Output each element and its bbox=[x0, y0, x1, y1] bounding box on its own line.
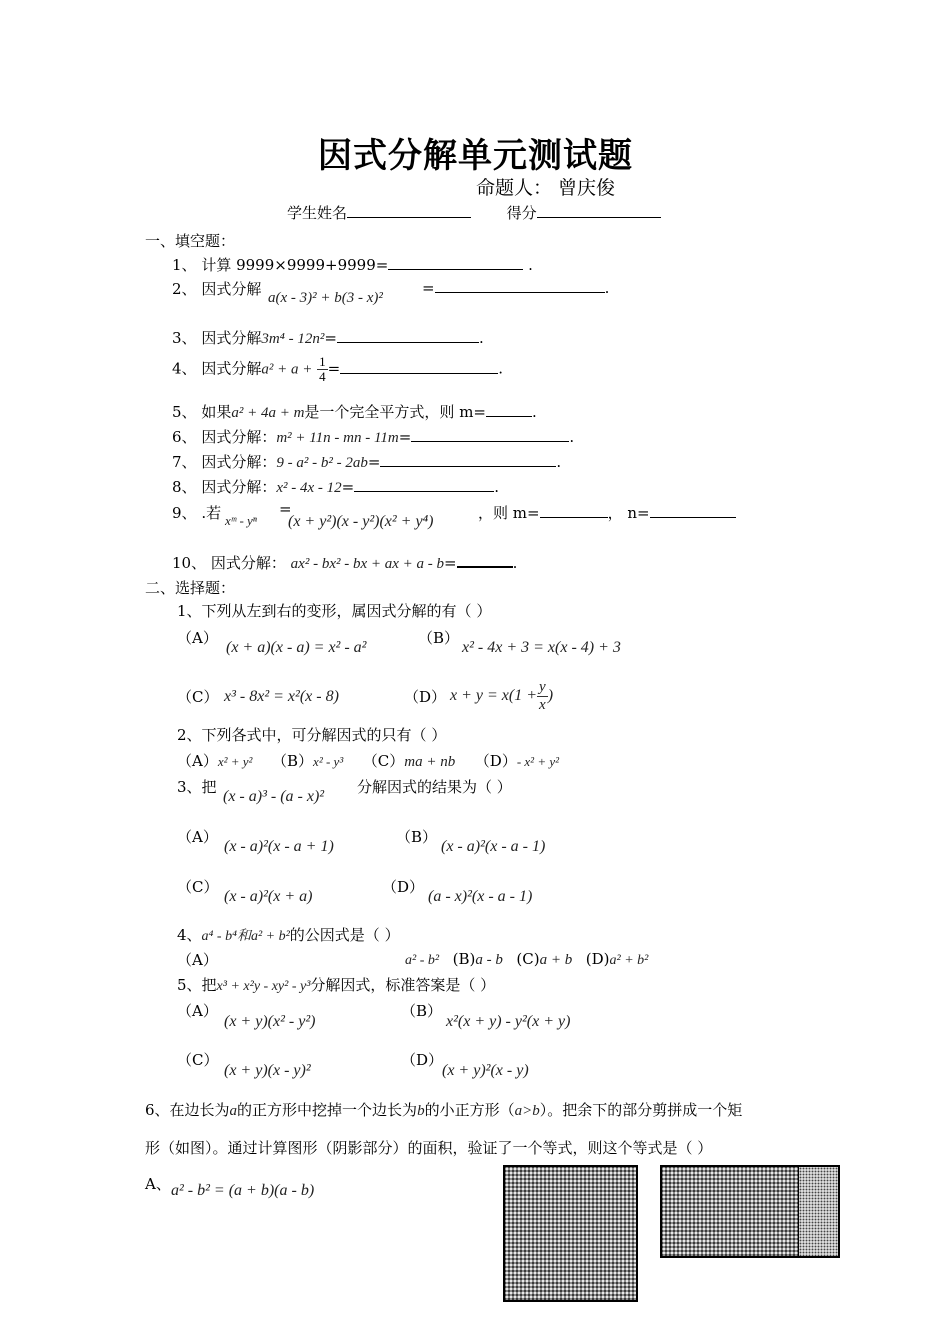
question-number: 10、 bbox=[172, 554, 207, 572]
option-b[interactable]: x²(x + y) - y²(x + y) bbox=[446, 1013, 571, 1030]
answer-row bbox=[478, 502, 736, 523]
question-1-3 bbox=[172, 327, 484, 348]
option-label-a: A、 bbox=[145, 1175, 171, 1193]
stem-post: 的公因式是（ ） bbox=[289, 926, 400, 944]
math-expression: x³ + x²y - xy² - y³ bbox=[216, 979, 311, 994]
option-d[interactable] bbox=[450, 679, 553, 714]
question-1-1 bbox=[172, 254, 533, 275]
answer-blank-n[interactable] bbox=[650, 503, 736, 518]
question-1-8 bbox=[172, 476, 499, 497]
question-number: 8、 bbox=[172, 478, 197, 496]
question-tail: . bbox=[528, 256, 533, 274]
author-line: 命题人： 曾庆俊 bbox=[476, 177, 616, 199]
math-expression: x² - 4x - 12 bbox=[276, 480, 342, 496]
option-d[interactable]: (x + y)²(x - y) bbox=[442, 1062, 529, 1079]
equals-sign: = bbox=[367, 453, 381, 471]
question-number: 4、 bbox=[172, 359, 197, 378]
answer-blank[interactable] bbox=[340, 359, 498, 374]
option-b[interactable]: a - b bbox=[475, 952, 503, 968]
question-text: 因式分解 bbox=[201, 359, 262, 378]
question-number: 7、 bbox=[172, 453, 197, 471]
question-tail: . bbox=[569, 428, 575, 446]
answer-blank[interactable] bbox=[411, 427, 569, 442]
question-tail: . bbox=[604, 279, 610, 297]
math-expression: (x - a)³ - (a - x)² bbox=[223, 788, 325, 805]
question-text: .若 bbox=[201, 504, 222, 522]
answer-blank[interactable] bbox=[380, 452, 556, 467]
choice-question-4-stem bbox=[177, 924, 400, 945]
option-c[interactable]: (x + y)(x - y)² bbox=[224, 1062, 311, 1079]
option-label-c: （C） bbox=[177, 688, 219, 706]
question-1-9 bbox=[172, 502, 221, 523]
option-label-a: （A） bbox=[177, 951, 218, 969]
section-heading-fill: 一、填空题： bbox=[145, 232, 236, 250]
option-label-d: （D） bbox=[401, 1051, 444, 1069]
math-expression-right: (x + y²)(x - y²)(x² + y⁴) bbox=[288, 513, 434, 530]
option-label-d: （D） bbox=[382, 878, 425, 896]
choice-question-6-line-1 bbox=[145, 1099, 742, 1120]
choice-question-3-stem-post: 分解因式的结果为（ ） bbox=[357, 778, 512, 796]
option-label-c: （C） bbox=[362, 752, 405, 770]
page-title: 因式分解单元测试题 bbox=[318, 136, 633, 176]
option-a[interactable]: a² - b² bbox=[405, 953, 440, 968]
rectangle-figure bbox=[660, 1165, 840, 1258]
question-number: 5、 bbox=[172, 403, 197, 421]
answer-blank[interactable] bbox=[354, 477, 494, 492]
option-d[interactable]: (a - x)²(x - a - 1) bbox=[428, 888, 533, 905]
question-tail: . bbox=[478, 329, 484, 347]
math-expression: a² + a + bbox=[261, 361, 313, 378]
question-tail: . bbox=[531, 403, 537, 421]
question-number: 1、 bbox=[172, 256, 197, 274]
fraction: $\frac{1}{4}$ bbox=[319, 354, 326, 384]
student-name-input[interactable] bbox=[347, 203, 471, 218]
question-number: 3、 bbox=[172, 329, 197, 347]
option-b[interactable]: (x - a)²(x - a - 1) bbox=[441, 838, 546, 855]
equals-sign: = bbox=[341, 478, 355, 496]
question-text: 因式分解： bbox=[210, 554, 286, 572]
stem-post: 分解因式，标准答案是（ ） bbox=[310, 976, 496, 994]
answer-blank[interactable] bbox=[337, 328, 479, 343]
student-info-row bbox=[287, 202, 661, 223]
math-expression: a⁴ - b⁴和a² + b² bbox=[201, 929, 290, 944]
math-expression: 9 - a² - b² - 2ab bbox=[276, 455, 368, 471]
score-label: 得分 bbox=[506, 204, 537, 222]
question-text: 如果 bbox=[201, 403, 232, 421]
option-label-a: （A） bbox=[177, 752, 218, 770]
variable-a: a bbox=[229, 1103, 238, 1119]
math-expression: a(x - 3)² + b(3 - x)² bbox=[268, 290, 383, 306]
option-b[interactable]: x² - y³ bbox=[313, 754, 344, 769]
option-label-b: (B) bbox=[452, 950, 476, 968]
option-label-b: （B） bbox=[272, 752, 314, 770]
math-expression: ax² - bx² - bx + ax + a - b bbox=[290, 556, 445, 572]
option-label-b: （B） bbox=[401, 1002, 443, 1020]
rectangle-strip bbox=[798, 1167, 838, 1256]
question-text: 因式分解： bbox=[201, 453, 277, 471]
line-text: 的小正方形（ bbox=[424, 1101, 515, 1119]
choice-question-2-stem: 2、下列各式中，可分解因式的只有（ ） bbox=[177, 726, 447, 744]
option-a[interactable]: x² + y² bbox=[217, 754, 253, 769]
answer-blank[interactable] bbox=[388, 255, 523, 270]
answer-blank[interactable] bbox=[435, 278, 605, 293]
line-text: 的正方形中挖掉一个边长为 bbox=[237, 1101, 418, 1119]
line-text: ）。把余下的部分剪拼成一个矩 bbox=[539, 1101, 743, 1119]
score-input[interactable] bbox=[537, 203, 661, 218]
question-text-2: ，则 m= bbox=[478, 504, 540, 522]
question-text-2: 是一个完全平方式，则 m= bbox=[304, 403, 486, 421]
question-1-4 bbox=[172, 355, 503, 384]
option-a[interactable]: (x + y)(x² - y²) bbox=[224, 1013, 316, 1030]
option-label-d: （D） bbox=[404, 688, 447, 706]
question-number: 2、 bbox=[172, 280, 197, 298]
answer-blank-m[interactable] bbox=[540, 503, 608, 518]
question-tail: . bbox=[494, 478, 500, 496]
line-text: 6、在边长为 bbox=[145, 1101, 230, 1119]
square-with-cutout-figure bbox=[503, 1165, 638, 1302]
option-label-c: （C） bbox=[177, 878, 219, 896]
question-1-7 bbox=[172, 451, 561, 472]
math-expression-left: xᵐ - yⁿ bbox=[225, 513, 257, 528]
math-expression: m² + 11n - mn - 11m bbox=[276, 430, 399, 446]
answer-blank[interactable] bbox=[486, 402, 532, 417]
question-1-5 bbox=[172, 401, 537, 422]
option-label-c: (C) bbox=[516, 950, 540, 968]
option-c[interactable]: a + b bbox=[539, 952, 573, 968]
option-label-d: (D) bbox=[585, 950, 610, 968]
option-d[interactable]: a² + b² bbox=[609, 953, 649, 968]
question-number: 6、 bbox=[172, 428, 197, 446]
equals-sign: = bbox=[279, 500, 292, 518]
option-label-a: （A） bbox=[177, 828, 218, 846]
question-number: 9、 bbox=[172, 504, 197, 522]
math-expression: 3m⁴ - 12n² bbox=[261, 331, 325, 347]
stem-pre: 4、 bbox=[177, 926, 202, 944]
question-1-2 bbox=[172, 278, 261, 299]
variable-b: b bbox=[417, 1103, 425, 1119]
choice-question-1-stem: 1、下列从左到右的变形，属因式分解的有（ ） bbox=[177, 602, 492, 620]
option-label-d: （D） bbox=[474, 752, 517, 770]
question-1-6 bbox=[172, 426, 574, 447]
question-text: 因式分解 bbox=[201, 329, 262, 347]
question-text-3: ， n= bbox=[607, 504, 650, 522]
option-label-b: （B） bbox=[396, 828, 438, 846]
option-d-tail: ) bbox=[547, 687, 554, 705]
condition: a>b bbox=[514, 1103, 540, 1119]
question-text: 因式分解 bbox=[201, 280, 262, 298]
answer-row bbox=[422, 278, 609, 297]
equals-sign: = bbox=[324, 329, 337, 347]
question-text: 因式分解： bbox=[201, 428, 277, 446]
option-label-c: （C） bbox=[177, 1051, 219, 1069]
option-label-b: （B） bbox=[418, 629, 460, 647]
option-c[interactable]: ma + nb bbox=[404, 754, 456, 770]
fraction: $\frac{y}{x}$ bbox=[539, 679, 546, 713]
option-c[interactable]: x³ - 8x² = x²(x - 8) bbox=[224, 688, 339, 705]
option-c[interactable]: (x - a)²(x + a) bbox=[224, 888, 313, 905]
question-tail: . bbox=[498, 359, 503, 378]
choice-question-3-stem-pre: 3、把 bbox=[177, 778, 217, 796]
question-text: 计算 9999×9999+9999= bbox=[201, 256, 389, 274]
question-tail: . bbox=[556, 453, 562, 471]
choice-question-4-options bbox=[405, 950, 648, 969]
section-heading-choice: 二、选择题： bbox=[145, 579, 236, 597]
choice-question-6-line-2: 形（如图）。通过计算图形（阴影部分）的面积，验证了一个等式，则这个等式是（ ） bbox=[145, 1139, 713, 1157]
option-label-a: （A） bbox=[177, 1002, 218, 1020]
option-b[interactable]: x² - 4x + 3 = x(x - 4) + 3 bbox=[462, 639, 621, 656]
answer-blank[interactable] bbox=[457, 552, 513, 568]
equals-sign: = bbox=[398, 428, 412, 446]
option-d[interactable]: - x² + y² bbox=[516, 754, 560, 769]
equals-sign: = bbox=[327, 359, 341, 378]
math-expression: a² + 4a + m bbox=[231, 405, 305, 421]
option-a[interactable]: (x + a)(x - a) = x² - a² bbox=[226, 639, 367, 656]
option-label-a: （A） bbox=[177, 629, 218, 647]
stem-pre: 5、把 bbox=[177, 976, 217, 994]
equals-sign: = bbox=[422, 279, 435, 297]
option-a[interactable]: a² - b² = (a + b)(a - b) bbox=[171, 1182, 315, 1199]
student-name-label: 学生姓名 bbox=[287, 204, 348, 222]
equals-sign: = bbox=[444, 554, 457, 572]
choice-question-2-options bbox=[177, 750, 559, 771]
choice-question-5-stem bbox=[177, 974, 495, 995]
question-tail: . bbox=[512, 554, 518, 572]
question-1-10 bbox=[172, 552, 517, 573]
option-a[interactable]: (x - a)²(x - a + 1) bbox=[224, 838, 334, 855]
question-text: 因式分解： bbox=[201, 478, 277, 496]
option-d-text: x + y = x(1 + bbox=[450, 687, 538, 705]
